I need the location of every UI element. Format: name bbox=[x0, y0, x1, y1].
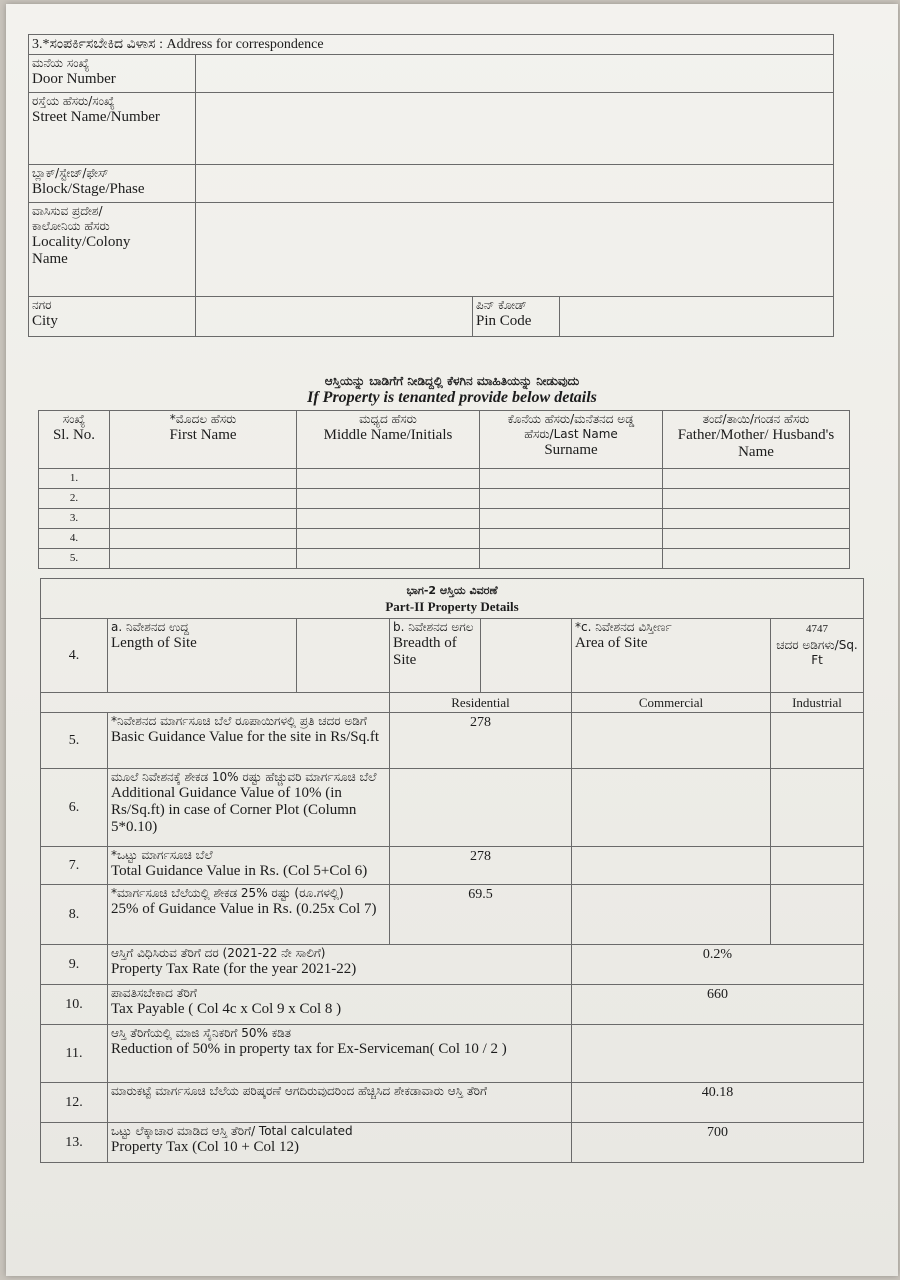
city-label: ನಗರ City bbox=[29, 297, 196, 337]
table-row: 5. bbox=[39, 549, 850, 569]
residential-value[interactable]: 278 bbox=[390, 713, 572, 769]
area-label: *c. ನಿವೇಶನದ ವಿಸ್ತೀರ್ಣ Area of Site bbox=[572, 619, 771, 693]
street-label: ರಸ್ತೆಯ ಹೆಸರು/ಸಂಖ್ಯೆ Street Name/Number bbox=[29, 93, 196, 165]
street-field[interactable] bbox=[196, 93, 834, 165]
table-row: 1. bbox=[39, 469, 850, 489]
area-value: 4747 ಚದರ ಅಡಿಗಳು/Sq. Ft bbox=[771, 619, 864, 693]
table-row: 2. bbox=[39, 489, 850, 509]
form-page bbox=[6, 4, 898, 1276]
quarter-guidance-value[interactable]: 69.5 bbox=[390, 885, 572, 945]
block-label: ಬ್ಲಾಕ್/ಸ್ಟೇಜ್/ಫೇಸ್ Block/Stage/Phase bbox=[29, 165, 196, 203]
tenant-table bbox=[38, 410, 850, 569]
table-row: 5. *ನಿವೇಶನದ ಮಾರ್ಗಸೂಚಿ ಬೆಲೆ ರೂಪಾಯಿಗಳಲ್ಲಿ ಪ್ರತಿ ಚದರ ಅಡಿಗೆ Basic Guidance Value for the site in Rs/Sq.ft 278 bbox=[41, 713, 864, 769]
property-table bbox=[40, 578, 864, 1163]
part2-title: ಭಾಗ-2 ಆಸ್ತಿಯ ವಿವರಣೆ Part-II Property Details bbox=[41, 579, 864, 619]
tax-rate-value[interactable]: 0.2% bbox=[572, 945, 864, 985]
table-row: 6. ಮೂಲೆ ನಿವೇಶನಕ್ಕೆ ಶೇಕಡ 10% ರಷ್ಟು ಹೆಚ್ಚುವರಿ ಮಾರ್ಗಸೂಚಿ ಬೆಲೆ Additional Guidance Value of 10% (in Rs/Sq.ft) in case of Corner Plot (Column 5*0.10) bbox=[41, 769, 864, 847]
col-sl: ಸಂಖ್ಯೆ Sl. No. bbox=[39, 411, 110, 469]
col-father-name: ತಂದೆ/ತಾಯಿ/ಗಂಡನ ಹೆಸರು Father/Mother/ Husband's Name bbox=[663, 411, 850, 469]
table-row: 9. ಆಸ್ತಿಗೆ ವಿಧಿಸಿರುವ ತೆರಿಗೆ ದರ (2021-22 ನೇ ಸಾಲಿಗೆ) Property Tax Rate (for the year 2021-22) 0.2% bbox=[41, 945, 864, 985]
block-field[interactable] bbox=[196, 165, 834, 203]
table-row: 10. ಪಾವತಿಸಬೇಕಾದ ತೆರಿಗೆ Tax Payable ( Col 4c x Col 9 x Col 8 ) 660 bbox=[41, 985, 864, 1025]
increased-tax-value[interactable]: 40.18 bbox=[572, 1083, 864, 1123]
row4-number: 4. bbox=[41, 619, 108, 693]
table-row: 4. bbox=[39, 529, 850, 549]
length-field[interactable] bbox=[297, 619, 390, 693]
col-commercial: Commercial bbox=[572, 693, 771, 713]
door-field[interactable] bbox=[196, 55, 834, 93]
breadth-label: b. ನಿವೇಶನದ ಅಗಲ Breadth of Site bbox=[390, 619, 481, 693]
col-residential: Residential bbox=[390, 693, 572, 713]
total-guidance-value[interactable]: 278 bbox=[390, 847, 572, 885]
table-row: 3. bbox=[39, 509, 850, 529]
breadth-field[interactable] bbox=[481, 619, 572, 693]
locality-field[interactable] bbox=[196, 203, 834, 297]
total-tax-value[interactable]: 700 bbox=[572, 1123, 864, 1163]
table-row: 13. ಒಟ್ಟು ಲೆಕ್ಕಾಚಾರ ಮಾಡಿದ ಆಸ್ತಿ ತೆರಿಗೆ/ Total calculated Property Tax (Col 10 + Col 12) 700 bbox=[41, 1123, 864, 1163]
length-label: a. ನಿವೇಶನದ ಉದ್ದ Length of Site bbox=[108, 619, 297, 693]
address-title: 3.*ಸಂಪರ್ಕಿಸಬೇಕಿದ ವಿಳಾಸ : Address for correspondence bbox=[29, 35, 834, 55]
locality-label: ವಾಸಿಸುವ ಪ್ರದೇಶ/ಕಾಲೋನಿಯ ಹೆಸರು Locality/Colony Name bbox=[29, 203, 196, 297]
col-first-name: *ಮೊದಲ ಹೆಸರು First Name bbox=[110, 411, 297, 469]
pin-field[interactable] bbox=[560, 297, 834, 337]
address-table bbox=[28, 34, 834, 337]
col-industrial: Industrial bbox=[771, 693, 864, 713]
col-last-name: ಕೊನೆಯ ಹೆಸರು/ಮನೆತನದ ಅಡ್ಡ ಹೆಸರು/Last Name Surname bbox=[480, 411, 663, 469]
table-row: 12. ಮಾರುಕಟ್ಟೆ ಮಾರ್ಗಸೂಚಿ ಬೆಲೆಯ ಪರಿಷ್ಕರಣೆ ಆಗದಿರುವುದರಿಂದ ಹೆಚ್ಚಿಸಿದ ಶೇಕಡಾವಾರು ಆಸ್ತಿ ತೆರಿಗೆ 40.18 bbox=[41, 1083, 864, 1123]
table-row: 8. *ಮಾರ್ಗಸೂಚಿ ಬೆಲೆಯಲ್ಲಿ ಶೇಕಡ 25% ರಷ್ಟು (ರೂ.ಗಳಲ್ಲಿ) 25% of Guidance Value in Rs. (0.25x Col 7) 69.5 bbox=[41, 885, 864, 945]
door-label: ಮನೆಯ ಸಂಖ್ಯೆ Door Number bbox=[29, 55, 196, 93]
tenant-heading: ಆಸ್ತಿಯನ್ನು ಬಾಡಿಗೆಗೆ ನೀಡಿದ್ದಲ್ಲಿ ಕೆಳಗಿನ ಮಾಹಿತಿಯನ್ನು ನೀಡುವುದು If Property is tenanted provide below details bbox=[307, 374, 597, 406]
tax-payable-value[interactable]: 660 bbox=[572, 985, 864, 1025]
table-row: 11. ಆಸ್ತಿ ತೆರಿಗೆಯಲ್ಲಿ ಮಾಜಿ ಸೈನಿಕರಿಗೆ 50% ಕಡಿತ Reduction of 50% in property tax for Ex-Serviceman( Col 10 / 2 ) bbox=[41, 1025, 864, 1083]
city-field[interactable] bbox=[196, 297, 473, 337]
pin-label: ಪಿನ್ ಕೋಡ್ Pin Code bbox=[473, 297, 560, 337]
col-middle-name: ಮಧ್ಯದ ಹೆಸರು Middle Name/Initials bbox=[297, 411, 480, 469]
table-row: 7. *ಒಟ್ಟು ಮಾರ್ಗಸೂಚಿ ಬೆಲೆ Total Guidance Value in Rs. (Col 5+Col 6) 278 bbox=[41, 847, 864, 885]
